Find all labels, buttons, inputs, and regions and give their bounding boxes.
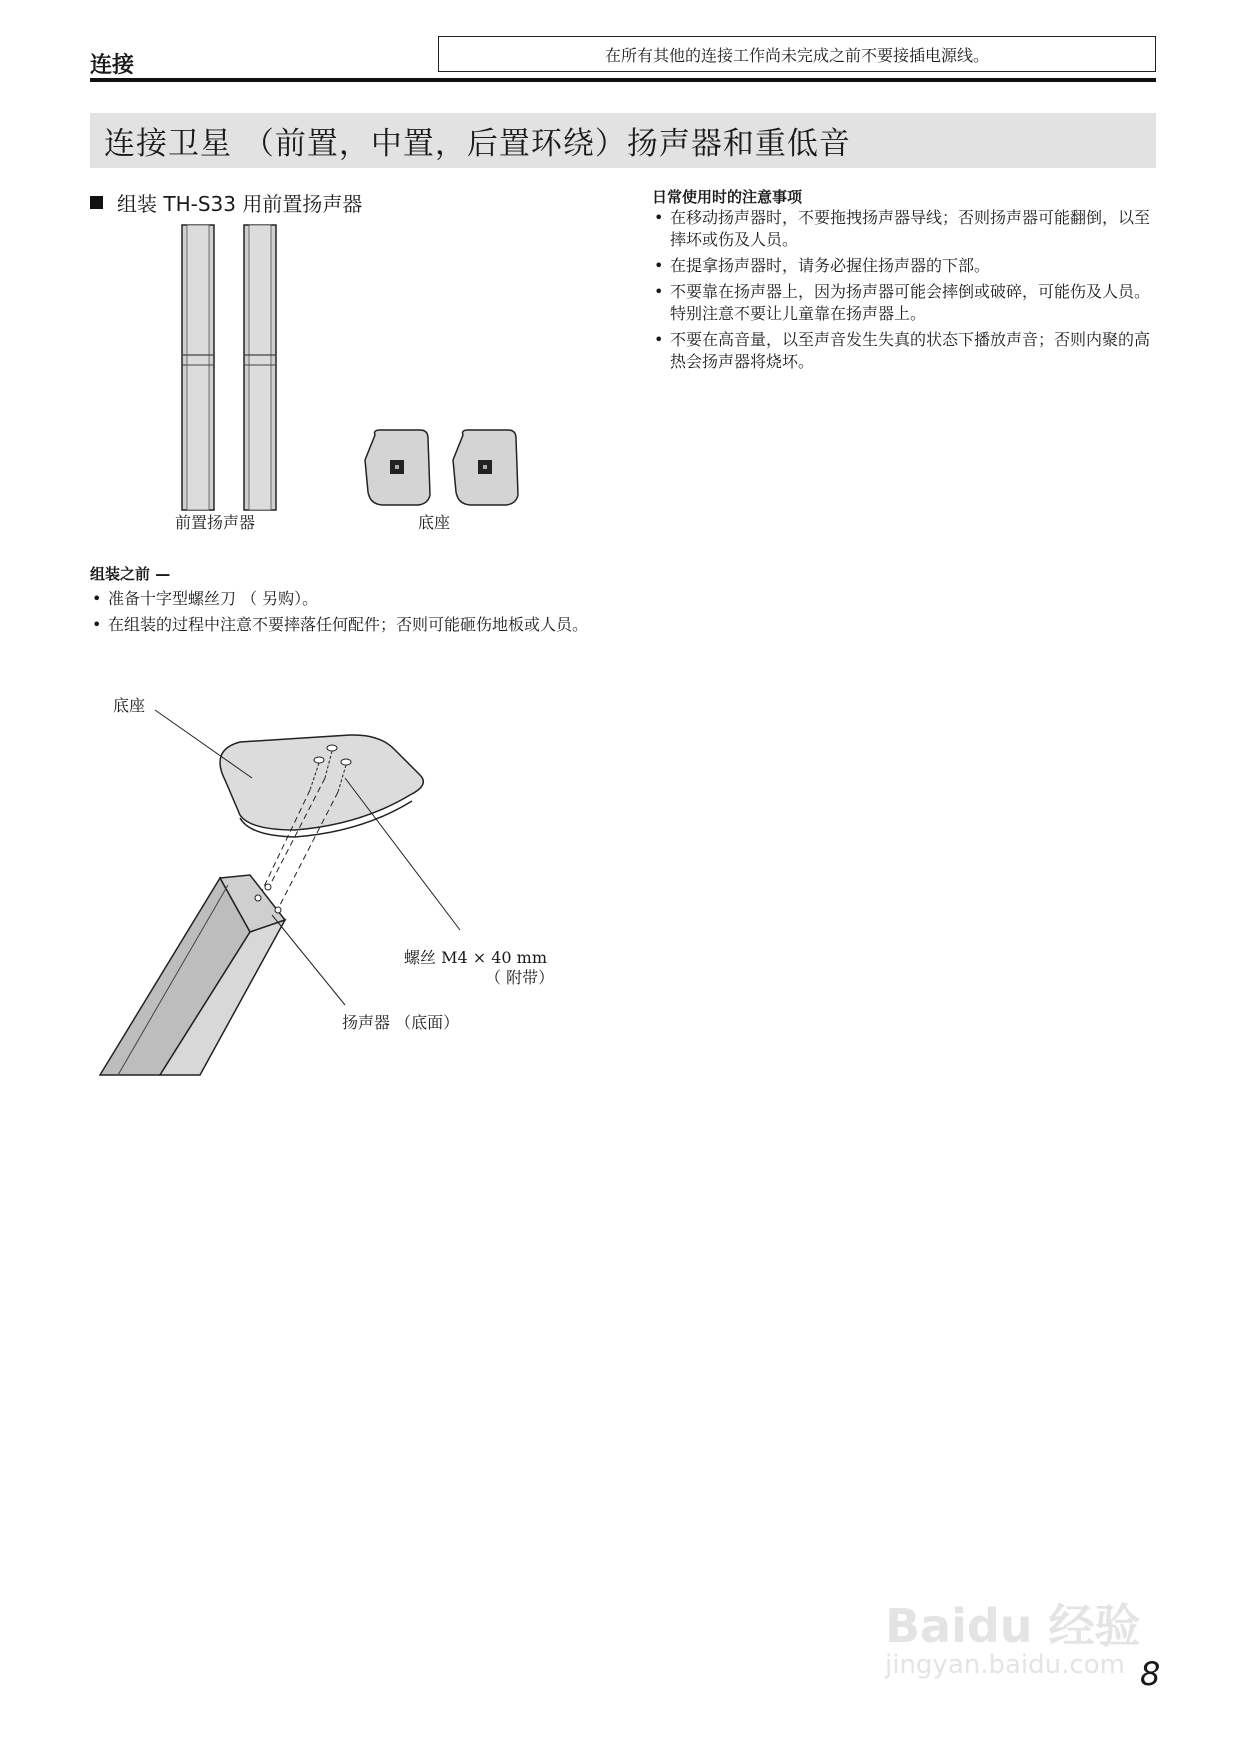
base-right [453,430,518,505]
list-item: • 不要靠在扬声器上，因为扬声器可能会摔倒或破碎，可能伤及人员。特别注意不要让儿童靠在扬声器上。 [652,281,1157,325]
list-item: • 不要在高音量，以至声音发生失真的状态下播放声音；否则内聚的高热会扬声器将烧坏。 [652,329,1157,373]
before-assembly-list [90,588,600,640]
section-label: 连接 [90,53,135,78]
list-item: • 在移动扬声器时，不要拖拽扬声器导线；否则扬声器可能翻倒，以至摔坏或伤及人员。 [652,207,1157,251]
screw-note: （ 附带） [485,968,555,987]
list-item: • 准备十字型螺丝刀 （ 另购）。 [90,588,600,610]
daily-cautions-heading: 日常使用时的注意事项 [652,188,803,206]
speaker-bottom [100,875,285,1075]
header-rule [90,78,1156,82]
front-speaker-caption: 前置扬声器 [175,513,256,532]
before-assembly-heading: 组装之前 — [90,565,171,583]
leader-screw [345,778,460,930]
power-warning-box: 在所有其他的连接工作尚未完成之前不要接插电源线。 [438,36,1156,72]
base-left [365,430,430,505]
watermark-url: jingyan.baidu.com [885,1650,1125,1680]
screw-label: 螺丝 M4 × 40 mm [404,948,548,967]
base-label: 底座 [113,696,146,715]
leader-speaker [272,915,345,1005]
watermark-brand: Baidu 经验 [885,1599,1141,1653]
daily-cautions-list [652,207,1157,377]
page-title: 连接卫星 （前置，中置，后置环绕）扬声器和重低音 [90,113,1156,168]
parts-figure [170,220,550,540]
front-speaker-left [182,225,214,510]
speaker-bottom-label: 扬声器 （底面） [342,1013,460,1032]
square-bullet-icon [90,196,103,209]
base-plate [220,735,423,830]
subheading [90,188,362,217]
front-speaker-right [244,225,276,510]
page-number: 8 [1140,1655,1161,1693]
base-caption: 底座 [418,513,451,532]
list-item: • 在组装的过程中注意不要摔落任何配件；否则可能砸伤地板或人员。 [90,614,600,636]
list-item: • 在提拿扬声器时，请务必握住扬声器的下部。 [652,255,1157,277]
subheading-text: 组装 TH-S33 用前置扬声器 [117,192,363,216]
